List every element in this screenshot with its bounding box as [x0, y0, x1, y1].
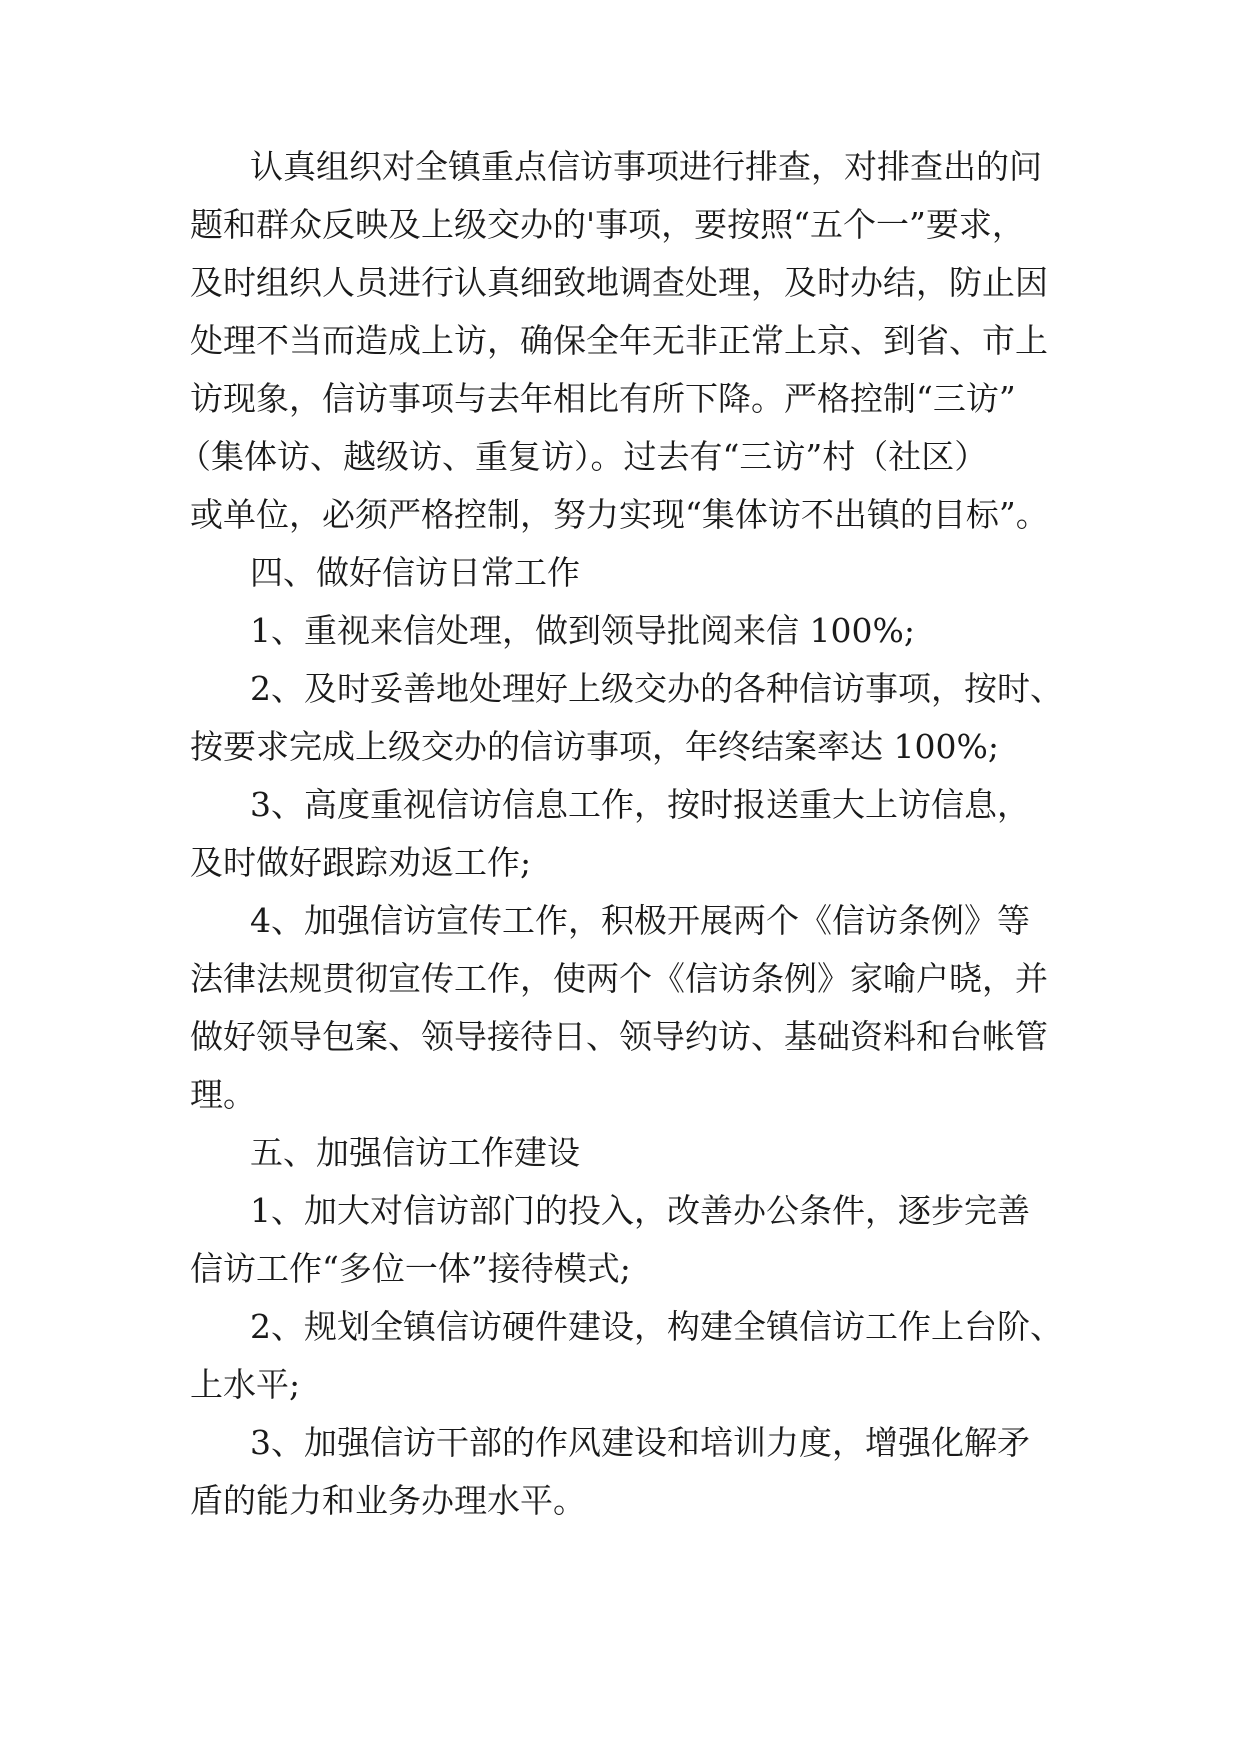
text-line: 做好领导包案、领导接待日、领导约访、基础资料和台帐管 — [190, 1017, 1048, 1056]
list-item: 3、高度重视信访信息工作，按时报送重大上访信息， — [250, 785, 1030, 824]
text-line: 及时做好跟踪劝返工作; — [190, 843, 532, 882]
text-line: （集体访、越级访、重复访）。过去有“三访”村（社区） — [178, 437, 988, 476]
text-line: 理。 — [190, 1075, 256, 1114]
list-item: 4、加强信访宣传工作，积极开展两个《信访条例》等 — [250, 901, 1030, 940]
text-line: 及时组织人员进行认真细致地调查处理，及时办结，防止因 — [190, 263, 1048, 302]
list-item: 1、重视来信处理，做到领导批阅来信 100%; — [250, 611, 915, 650]
text-line: 法律法规贯彻宣传工作，使两个《信访条例》家喻户晓，并 — [190, 959, 1048, 998]
section-heading: 四、做好信访日常工作 — [250, 553, 580, 592]
text-line: 上水平; — [190, 1365, 301, 1404]
text-line: 或单位，必须严格控制，努力实现“集体访不出镇的目标”。 — [190, 495, 1049, 534]
text-line: 按要求完成上级交办的信访事项，年终结案率达 100%; — [190, 727, 999, 766]
list-item: 1、加大对信访部门的投入，改善办公条件，逐步完善 — [250, 1191, 1030, 1230]
list-item: 2、规划全镇信访硬件建设，构建全镇信访工作上台阶、 — [250, 1307, 1063, 1346]
list-item: 3、加强信访干部的作风建设和培训力度，增强化解矛 — [250, 1423, 1030, 1462]
section-heading: 五、加强信访工作建设 — [250, 1133, 580, 1172]
text-line: 处理不当而造成上访，确保全年无非正常上京、到省、市上 — [190, 321, 1048, 360]
text-line: 认真组织对全镇重点信访事项进行排查，对排查出的问 — [250, 147, 1042, 186]
text-line: 信访工作“多位一体”接待模式; — [190, 1249, 631, 1288]
text-line: 盾的能力和业务办理水平。 — [190, 1481, 586, 1520]
list-item: 2、及时妥善地处理好上级交办的各种信访事项，按时、 — [250, 669, 1063, 708]
text-line: 题和群众反映及上级交办的'事项，要按照“五个一”要求， — [190, 205, 1025, 244]
text-line: 访现象，信访事项与去年相比有所下降。严格控制“三访” — [190, 379, 1016, 418]
